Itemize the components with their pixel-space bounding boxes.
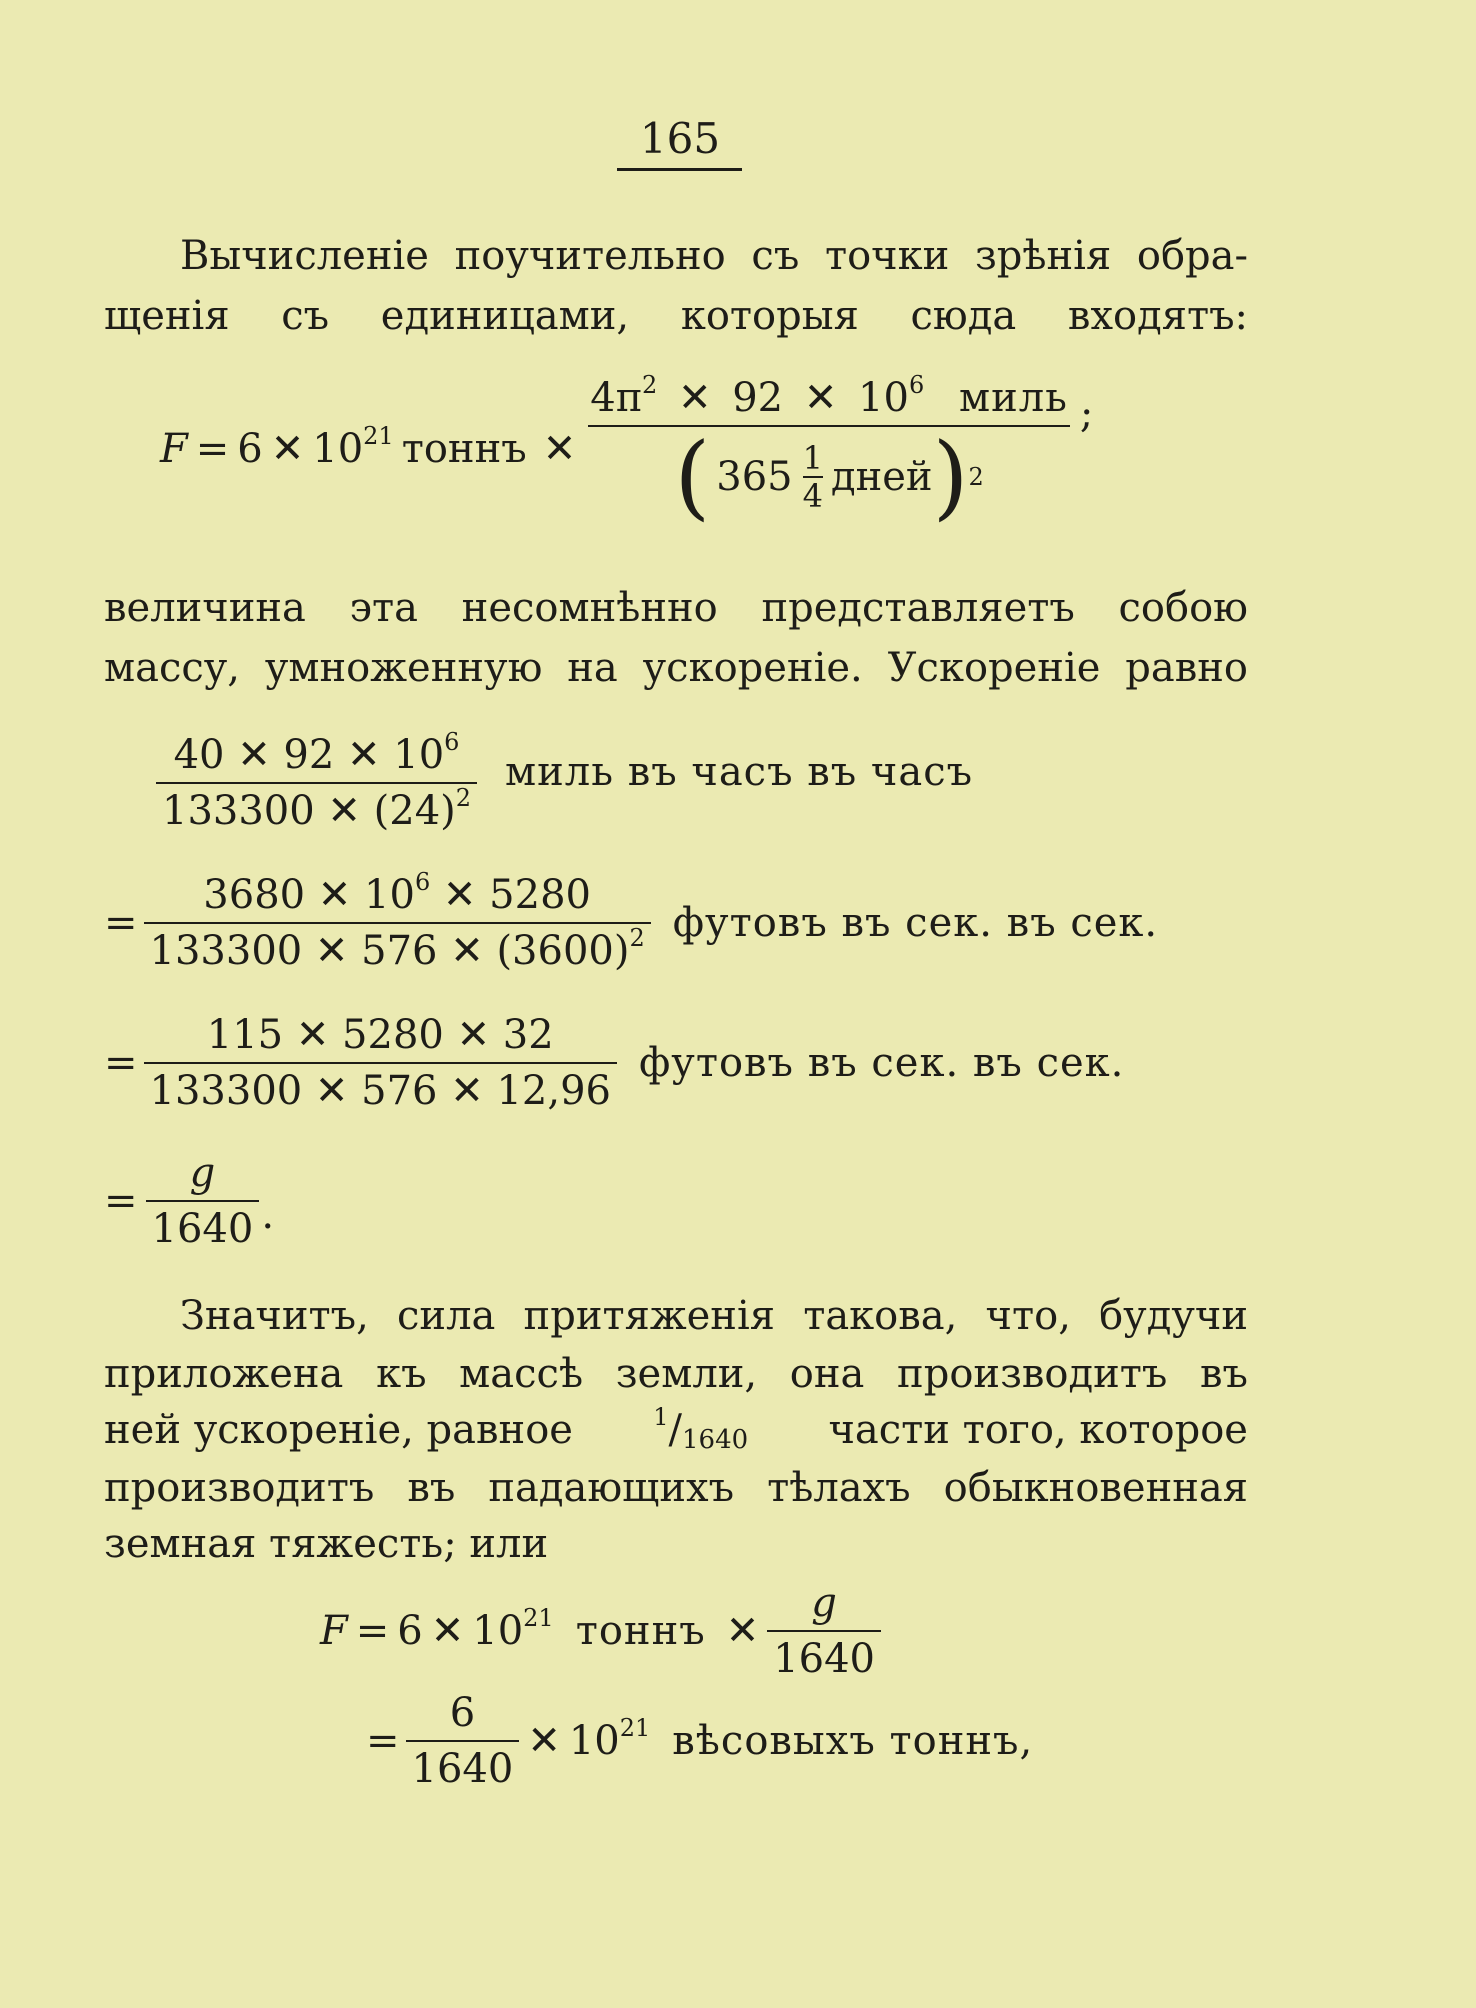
eq7-denominator: 1640 [406,1740,520,1792]
eq1-unit: тоннъ [401,426,527,472]
eq6-coef: 6 [397,1608,423,1654]
eq3-denominator: 133300 ✕ 576 ✕ $(3600)^2$ [144,922,651,974]
eq5-equals: = [104,1178,138,1224]
eq1-coef: 6 [237,426,263,472]
para3-line2: приложена къ массѣ земли, она производитъ въ [104,1351,1248,1397]
eq6-base: $10^{21}$ [472,1604,554,1654]
equation-4 [104,1012,1124,1114]
page-number-rule [617,168,742,171]
eq1-quarter: $\frac{1}{4}$ [802,439,823,515]
para3-line4: производитъ въ падающихъ тѣлахъ обыкновенная [104,1465,1248,1511]
eq1-base: $10^{21}$ [312,422,394,472]
eq7-fraction [406,1690,520,1792]
para3-line3: ней ускореніе, равное $^1$/1640 части того, которое [104,1403,1248,1456]
eq5-numerator: g [189,1150,216,1196]
eq1-denominator: ( 365 $\frac{1}{4}$ дней ) 2 [588,425,1070,523]
eq6-force-var: F [320,1608,348,1654]
para3-line1: Значитъ, сила притяженія такова, что, будучи [180,1293,1248,1339]
eq6-denominator: 1640 [767,1630,881,1682]
eq2-numerator: 40 ✕ 92 ✕ $10^6$ [173,728,460,778]
eq4-numerator: 115 ✕ 5280 ✕ 32 [206,1012,554,1058]
eq3-unit: футовъ въ сек. въ сек. [672,900,1159,946]
eq7-base: $10^{21}$ [568,1714,651,1764]
eq1-times-1: ✕ [270,426,305,472]
eq1-times-2: ✕ [542,426,577,472]
eq7-times: ✕ [527,1718,561,1764]
eq5-denominator: 1640 [146,1200,260,1252]
eq3-numerator: 3680 ✕ $10^6$ ✕ 5280 [203,868,591,918]
equation-7 [366,1690,1033,1792]
para2-line2: массу, умноженную на ускореніе. Ускореніе равно [104,645,1248,691]
eq1-semicolon: ; [1079,391,1094,437]
equation-2 [156,728,974,834]
eq1-fraction [584,371,1074,530]
page-number: 165 [639,114,721,163]
eq4-denominator: 133300 ✕ 576 ✕ 12,96 [144,1062,617,1114]
eq6-equals: = [355,1608,390,1654]
eq2-unit: миль въ часъ въ часъ [505,749,974,795]
equation-5 [104,1150,274,1252]
eq2-fraction [156,728,477,834]
eq7-numerator: 6 [449,1690,476,1736]
eq6-numerator: g [811,1580,837,1626]
eq5-fraction [146,1150,260,1252]
equation-1 [160,371,1094,530]
eq6-times-2: ✕ [725,1608,760,1654]
eq7-unit: вѣсовыхъ тоннъ, [672,1718,1034,1764]
para1-line1: Вычисленіе поучительно съ точки зрѣнія обра- [180,233,1248,279]
eq6-times-1: ✕ [430,1608,465,1654]
eq7-equals: = [366,1718,400,1764]
eq1-numerator: $4\pi^2$ ✕ 92 ✕ $10^6$ миль [590,371,1068,421]
para2-line1: величина эта несомнѣнно представляетъ собою [104,585,1248,631]
eq3-fraction [144,868,651,974]
equation-6 [320,1580,881,1682]
eq5-period: . [261,1192,275,1238]
eq4-fraction [144,1012,617,1114]
eq6-unit: тоннъ [575,1608,706,1654]
eq2-denominator: 133300 ✕ $(24)^2$ [156,782,477,834]
eq1-equals: = [195,426,230,472]
eq4-unit: футовъ въ сек. въ сек. [638,1040,1125,1086]
eq3-equals: = [104,900,138,946]
eq1-force-var: F [160,426,188,472]
para1-line2: щенія съ единицами, которыя сюда входятъ: [104,293,1248,339]
eq4-equals: = [104,1040,138,1086]
equation-3 [104,868,1159,974]
para3-line5: земная тяжесть; или [104,1521,549,1567]
one-over-1640: $^1$/1640 [653,1403,749,1456]
eq6-fraction [767,1580,881,1682]
